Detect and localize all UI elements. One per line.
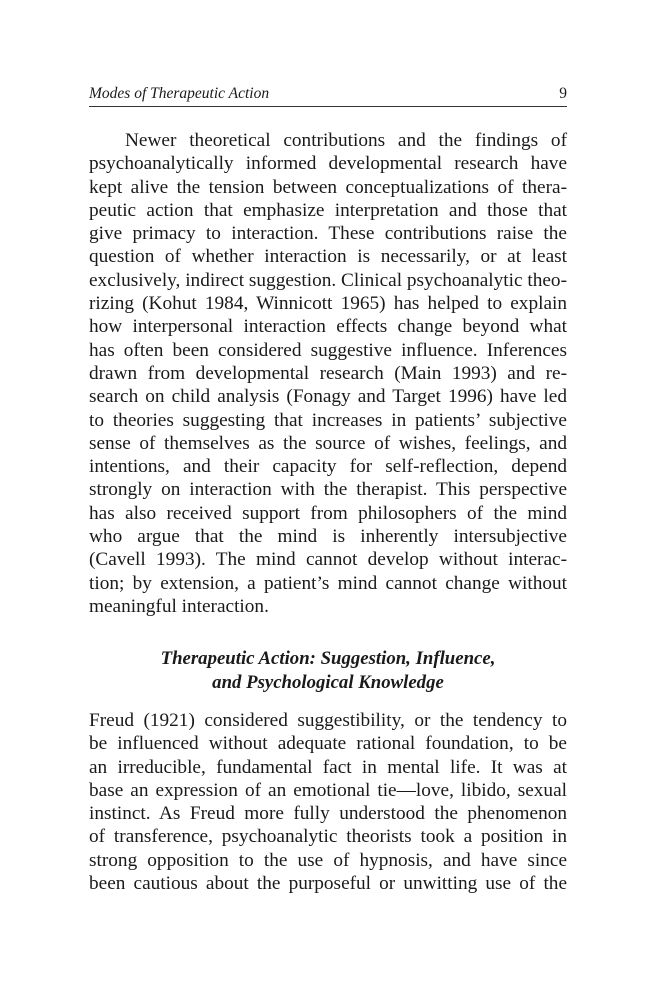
running-title: Modes of Therapeutic Action xyxy=(89,85,270,102)
text-line: exclusively, indirect suggestion. Clinical psychoanalytic theo- xyxy=(89,269,567,291)
text-line: give primacy to interaction. These contributions raise the xyxy=(89,223,567,245)
section-heading-line-2: and Psychological Knowledge xyxy=(212,672,444,693)
text-line: been cautious about the purposeful or unwitting use of the xyxy=(89,873,567,895)
text-line: peutic action that emphasize interpretation and those that xyxy=(89,199,567,221)
text-line: meaningful interaction. xyxy=(89,595,269,617)
text-line: strong opposition to the use of hypnosis, and have since xyxy=(89,849,567,871)
text-line: rizing (Kohut 1984, Winnicott 1965) has helped to explain xyxy=(89,293,567,315)
text-line: of transference, psychoanalytic theorists took a position in xyxy=(89,826,567,848)
text-line: base an expression of an emotional tie—love, libido, sexual xyxy=(89,779,567,801)
text-line: drawn from developmental research (Main 1993) and re- xyxy=(89,362,567,384)
text-line: Newer theoretical contributions and the findings of xyxy=(125,130,567,151)
text-line: (Cavell 1993). The mind cannot develop without interac- xyxy=(89,549,567,571)
paragraph-1 xyxy=(89,129,567,618)
text-line: instinct. As Freud more fully understood the phenomenon xyxy=(89,803,567,825)
text-line: search on child analysis (Fonagy and Target 1996) have led xyxy=(89,386,567,408)
text-line: strongly on interaction with the therapist. This perspective xyxy=(89,479,567,501)
text-line: how interpersonal interaction effects change beyond what xyxy=(89,316,567,338)
text-line: an irreducible, fundamental fact in mental life. It was at xyxy=(89,756,567,778)
header-rule xyxy=(89,106,567,107)
section-heading-line-1: Therapeutic Action: Suggestion, Influence, xyxy=(160,648,496,669)
text-line: has also received support from philosophers of the mind xyxy=(89,502,567,524)
page-number: 9 xyxy=(559,85,567,102)
text-line: sense of themselves as the source of wishes, feelings, and xyxy=(89,432,567,454)
text-line: Freud (1921) considered suggestibility, or the tendency to xyxy=(89,710,567,731)
text-line: to theories suggesting that increases in patients’ subjective xyxy=(89,409,567,431)
paragraph-2 xyxy=(89,709,567,895)
text-line: who argue that the mind is inherently intersubjective xyxy=(89,526,567,548)
text-line: has often been considered suggestive influence. Inferences xyxy=(89,339,567,361)
text-line: kept alive the tension between conceptualizations of thera- xyxy=(89,176,567,198)
running-head xyxy=(89,84,567,106)
text-line: psychoanalytically informed developmental research have xyxy=(89,153,567,175)
section-heading xyxy=(89,647,567,695)
text-line: tion; by extension, a patient’s mind cannot change without xyxy=(89,572,567,594)
text-line: be influenced without adequate rational foundation, to be xyxy=(89,733,567,755)
text-line: intentions, and their capacity for self-reflection, depend xyxy=(89,456,567,478)
text-line: question of whether interaction is necessarily, or at least xyxy=(89,246,567,268)
